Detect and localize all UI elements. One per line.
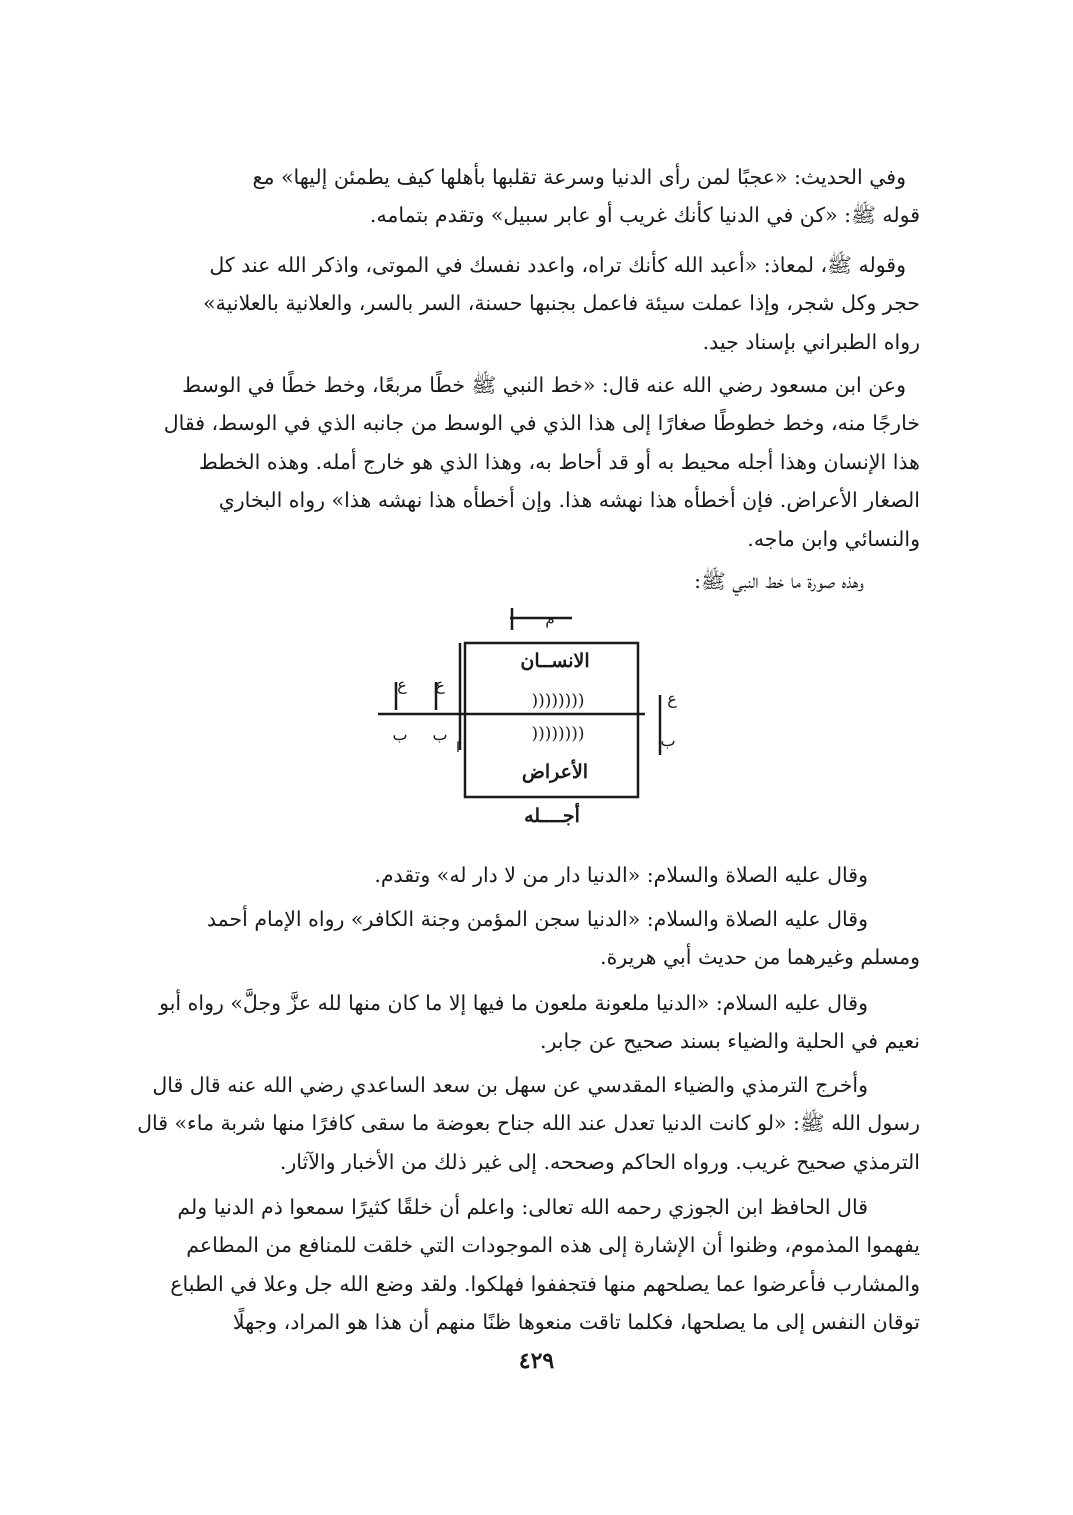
text-line: والمشارب فأعرضوا عما يصلحهم منها فتجففوا فهلكوا. ولقد وضع الله جل وعلا في الطباع <box>170 1271 920 1296</box>
text-line: نعيم في الحلية والضياء بسند صحيح عن جابر. <box>539 1029 920 1054</box>
text-line: خارجًا منه، وخط خطوطًا صغارًا إلى هذا الذي في الوسط من جانبه الذي في الوسط، فقال <box>163 411 920 436</box>
text-line: ومسلم وغيرهما من حديث أبي هريرة. <box>600 945 920 970</box>
diagram-label-insaan: الانســان <box>520 650 590 672</box>
paragraph-7 <box>150 984 920 1061</box>
text-line: قال الحافظ ابن الجوزي رحمه الله تعالى: واعلم أن خلقًا كثيرًا سمعوا ذم الدنيا ولم <box>177 1195 868 1219</box>
paragraph-1 <box>150 158 920 235</box>
text-line: وأخرج الترمذي والضياء المقدسي عن سهل بن سعد الساعدي رضي الله عنه قال قال <box>152 1073 868 1097</box>
text-line: قوله ﷺ: «كن في الدنيا كأنك غريب أو عابر سبيل» وتقدم بتمامه. <box>369 203 920 228</box>
diagram-letter-ain-3: ع <box>667 689 677 708</box>
text-line: والنسائي وابن ماجه. <box>747 526 920 551</box>
text-line: وقال عليه السلام: «الدنيا ملعونة ملعون ما فيها إلا ما كان منها لله عزَّ وجلَّ» رواه أبو <box>159 991 868 1015</box>
text-line: حجر وكل شجر، وإذا عملت سيئة فاعمل بجنبها حسنة، السر بالسر، والعلانية بالعلانية» <box>203 291 920 316</box>
diagram-letter-ba-2: ب <box>432 725 448 744</box>
diagram-label-araad: الأعراض <box>521 761 589 783</box>
text-line: وقال عليه الصلاة والسلام: «الدنيا سجن المؤمن وجنة الكافر» رواه الإمام أحمد <box>206 907 868 931</box>
text-line: رواه الطبراني بإسناد جيد. <box>702 329 920 354</box>
text-line: الترمذي صحيح غريب. ورواه الحاكم وصححه. إلى غير ذلك من الأخبار والآثار. <box>279 1149 920 1174</box>
text-line: وقال عليه الصلاة والسلام: «الدنيا دار من لا دار له» وتقدم. <box>374 863 868 887</box>
diagram-label-ajal: أجــــله <box>524 805 580 827</box>
text-line: وقوله ﷺ، لمعاذ: «أعبد الله كأنك تراه، واعدد نفسك في الموتى، واذكر الله عند كل <box>209 253 906 277</box>
page-number: ٤٢٩ <box>518 1348 555 1374</box>
diagram-letter-alif: ا <box>456 740 460 756</box>
paragraph-9 <box>150 1188 920 1342</box>
text-line: وفي الحديث: «عجبًا لمن رأى الدنيا وسرعة تقلبها بأهلها كيف يطمئن إليها» مع <box>252 165 906 189</box>
paragraph-2 <box>150 246 920 361</box>
diagram-letter-ba-3: ب <box>660 731 676 750</box>
paragraph-4 <box>150 562 920 600</box>
diagram-marks-bottom: )))))))) <box>531 724 585 744</box>
text-line: الصغار الأعراض. فإن أخطأه هذا نهشه هذا. وإن أخطأه هذا نهشه هذا» رواه البخاري <box>218 488 920 513</box>
diagram-marks-top: )))))))) <box>531 691 585 711</box>
text-line: هذا الإنسان وهذا أجله محيط به أو قد أحاط به، وهذا الذي هو خارج أمله. وهذه الخطط <box>198 449 920 474</box>
paragraph-6 <box>150 900 920 977</box>
diagram-letter-ain-1: ع <box>397 675 407 694</box>
diagram-letter-ain-2: ع <box>435 675 445 694</box>
paragraph-5 <box>150 856 920 894</box>
text-line: توقان النفس إلى ما يصلحها، فكلما تاقت منعوها ظنًا منهم أن هذا هو المراد، وجهلًا <box>232 1310 920 1335</box>
text-line: يفهموا المذموم، وظنوا أن الإشارة إلى هذه الموجودات التي خلقت للمنافع من المطاعم <box>186 1233 920 1258</box>
diagram-letter-top: م <box>545 610 555 628</box>
text-line: رسول الله ﷺ: «لو كانت الدنيا تعدل عند الله جناح بعوضة ما سقى كافرًا منها شربة ماء» قال <box>137 1111 920 1136</box>
text-line: وهذه صورة ما خط النبي ﷺ: <box>694 569 864 593</box>
paragraph-3 <box>150 366 920 558</box>
paragraph-8 <box>137 1066 920 1181</box>
diagram-letter-ba-1: ب <box>392 725 408 744</box>
prophet-diagram <box>360 600 700 840</box>
text-line: وعن ابن مسعود رضي الله عنه قال: «خط النبي ﷺ خطًا مربعًا، وخط خطًا في الوسط <box>182 373 906 397</box>
